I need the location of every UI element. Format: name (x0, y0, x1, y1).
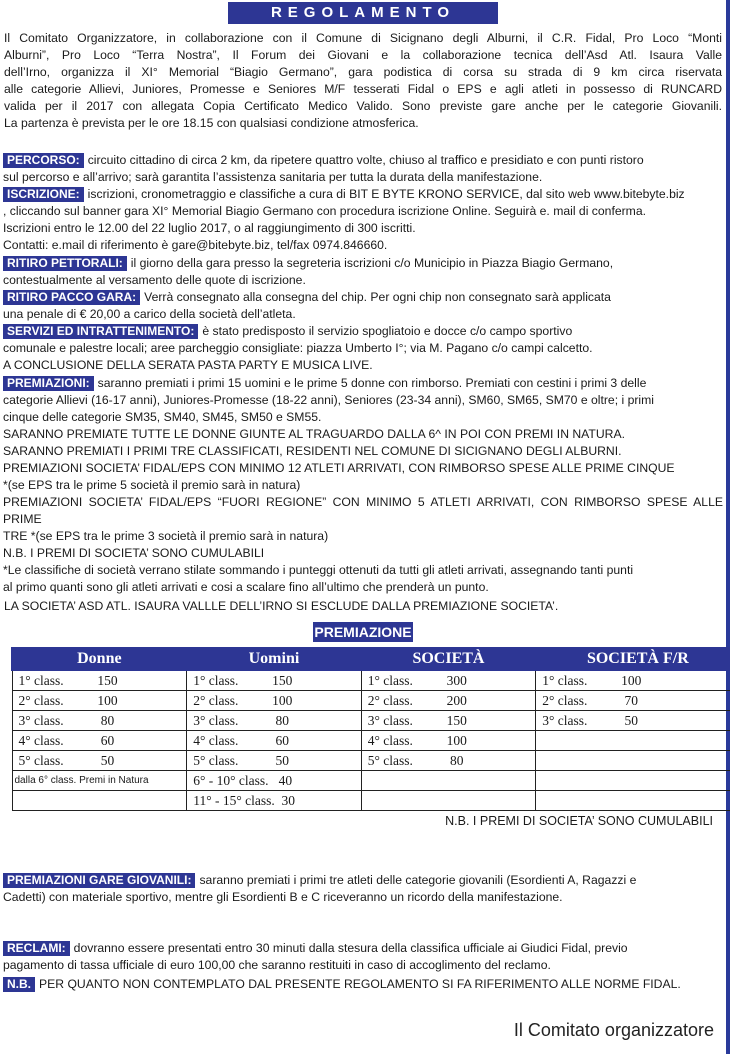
prize-table-row (12, 670, 730, 691)
ritiro-pacco-section (3, 289, 723, 323)
prize-cell: 3° class. 150 (361, 711, 535, 731)
prize-cell: 1° class. 100 (536, 670, 730, 691)
ritiro-pettorali-label: RITIRO PETTORALI: (3, 256, 127, 271)
premiazioni-text: categorie Allievi (16-17 anni), Juniores-Promesse (18-22 anni), Seniores (23-34 anni), SM60, SM65, SM70 e oltre; i primi (3, 393, 654, 407)
prize-cell: 5° class. 50 (12, 751, 187, 771)
premiazione-heading: PREMIAZIONE (314, 624, 412, 640)
prize-cell (361, 791, 535, 811)
nb-section (3, 976, 723, 993)
premiazioni-section (3, 375, 723, 596)
giovanili-label: PREMIAZIONI GARE GIOVANILI: (3, 873, 195, 888)
prize-cell (12, 791, 187, 811)
header-donne: Donne (12, 648, 187, 670)
ritiro-pacco-text: una penale di € 20,00 a carico della società dell’atleta. (3, 307, 296, 321)
title-banner: REGOLAMENTO (228, 2, 498, 24)
servizi-text: A CONCLUSIONE DELLA SERATA PASTA PARTY E MUSICA LIVE. (3, 358, 373, 372)
ritiro-pettorali-text: contestualmente al versamento delle quote di iscrizione. (3, 273, 306, 287)
iscrizione-text: , cliccando sul banner gara XI° Memorial Biagio Germano con procedura iscrizione Online. Seguirà e. mail di conferma. (3, 204, 646, 218)
prize-cell: dalla 6° class. Premi in Natura (12, 771, 187, 791)
esclusione-note: LA SOCIETA’ ASD ATL. ISAURA VALLLE DELL’IRNO SI ESCLUDE DALLA PREMIAZIONE SOCIETA’. (4, 599, 559, 613)
prize-cell: 2° class. 100 (12, 691, 187, 711)
prize-cell: 6° - 10° class. 40 (187, 771, 362, 791)
giovanili-section (3, 872, 723, 906)
prize-table-row (12, 751, 730, 771)
giovanili-text: Cadetti) con materiale sportivo, mentre gli Esordienti B e C riceveranno un ricordo della manifestazione. (3, 890, 563, 904)
prize-cell: 3° class. 50 (536, 711, 730, 731)
premiazioni-text: *Le classifiche di società verrano stilate sommando i punteggi ottenuti da tutti gli atleti arrivati, assegnando tanti punti (3, 563, 634, 577)
reclami-label: RECLAMI: (3, 941, 70, 956)
prize-cell: 3° class. 80 (187, 711, 362, 731)
prize-cell: 4° class. 60 (187, 731, 362, 751)
prize-table-header (12, 648, 730, 670)
prize-table (11, 647, 730, 811)
iscrizione-text: Iscrizioni entro le 12.00 del 22 luglio 2017, o al raggiungimento di 300 iscritti. (3, 221, 416, 235)
prize-cell: 4° class. 100 (361, 731, 535, 751)
header-societa-fr: SOCIETÀ F/R (536, 648, 730, 670)
prize-table-row (12, 791, 730, 811)
intro-line: Il Comitato Organizzatore, in collaborazione con il Comune di Sicignano degli Alburni, il C.R. Fidal, Pro Loco “Monti (4, 31, 722, 45)
cumulabili-note: N.B. I PREMI DI SOCIETA’ SONO CUMULABILI (445, 814, 713, 828)
premiazioni-text: *(se EPS tra le prime 5 società il premio sarà in natura) (3, 478, 301, 492)
intro-line: Alburni”, Pro Loco “Terra Nostra”, Il Forum dei Giovani e la collaborazione tecnica dell’Asd Atl. Isaura Valle (4, 48, 722, 62)
intro-line: dell’Irno, organizza il XI° Memorial “Biagio Germano”, gara podistica di corsa su strada di 9 km circa riservata (4, 65, 722, 79)
premiazioni-text: PREMIAZIONI SOCIETA’ FIDAL/EPS “FUORI REGIONE” CON MINIMO 5 ATLETI ARRIVATI, CON RIMBORSO SPESE ALLE PRIME (3, 495, 723, 526)
right-border-line (726, 0, 730, 1054)
ritiro-pacco-text: Verrà consegnato alla consegna del chip. Per ogni chip non consegnato sarà applicata (144, 290, 611, 304)
prize-table-row (12, 731, 730, 751)
percorso-section (3, 152, 723, 186)
prize-cell (536, 771, 730, 791)
signature: Il Comitato organizzatore (513, 1020, 714, 1040)
percorso-label: PERCORSO: (3, 153, 84, 168)
reclami-section (3, 940, 723, 974)
prize-cell (536, 731, 730, 751)
prize-cell: 3° class. 80 (12, 711, 187, 731)
prize-cell: 2° class. 70 (536, 691, 730, 711)
prize-cell: 11° - 15° class. 30 (187, 791, 362, 811)
prize-cell (536, 791, 730, 811)
servizi-section (3, 323, 723, 374)
reclami-text: pagamento di tassa ufficiale di euro 100,00 che saranno restituiti in caso di accoglimento del reclamo. (3, 958, 551, 972)
iscrizione-section (3, 186, 723, 254)
prize-cell (361, 771, 535, 791)
intro-line: La partenza è prevista per le ore 18.15 con qualsiasi condizione atmosferica. (4, 116, 419, 130)
intro-line: alle categorie Allievi, Juniores, Promesse e Seniores M/F tesserati Fidal o EPS e agli atleti in possesso di RUNCARD (4, 82, 722, 96)
prize-cell: 2° class. 200 (361, 691, 535, 711)
prize-cell: 2° class. 100 (187, 691, 362, 711)
prize-table-row (12, 771, 730, 791)
premiazioni-text: cinque delle categorie SM35, SM40, SM45, SM50 e SM55. (3, 410, 322, 424)
ritiro-pettorali-text: il giorno della gara presso la segreteria iscrizioni c/o Municipio in Piazza Biagio Germano, (130, 256, 614, 270)
prize-cell: 1° class. 300 (361, 670, 535, 691)
ritiro-pacco-label: RITIRO PACCO GARA: (3, 290, 140, 305)
premiazioni-text: al primo quanti sono gli atleti arrivati e cosi a scalare fino all’ultimo che prenderà un punto. (3, 580, 489, 594)
iscrizione-label: ISCRIZIONE: (3, 187, 84, 202)
header-uomini: Uomini (187, 648, 362, 670)
prize-cell (536, 751, 730, 771)
ritiro-pettorali-section (3, 255, 723, 289)
servizi-label: SERVIZI ED INTRATTENIMENTO: (3, 324, 198, 339)
premiazioni-text: TRE *(se EPS tra le prime 3 società il premio sarà in natura) (3, 529, 329, 543)
iscrizione-text: iscrizioni, cronometraggio e classifiche a cura di BIT E BYTE KRONO SERVICE, dal sito web www.bitebyte.biz (87, 187, 685, 201)
prize-cell: 1° class. 150 (187, 670, 362, 691)
prize-cell: 5° class. 50 (187, 751, 362, 771)
servizi-text: comunale e palestre locali; aree parcheggio consigliate: piazza Umberto I°; via M. Pagano c/o campi calcetto. (3, 341, 593, 355)
nb-text: PER QUANTO NON CONTEMPLATO DAL PRESENTE REGOLAMENTO SI FA RIFERIMENTO ALLE NORME FIDAL. (39, 977, 681, 991)
premiazioni-text: SARANNO PREMIATI I PRIMI TRE CLASSIFICATI, RESIDENTI NEL COMUNE DI SICIGNANO DEGLI ALBURNI. (3, 444, 622, 458)
intro-line: valida per il 2017 con allegata Copia Certificato Medico Valido. Sono previste gare anche per le categorie Giovanili. (4, 99, 722, 113)
giovanili-text: saranno premiati i primi tre atleti delle categorie giovanili (Esordienti A, Ragazzi e (199, 873, 637, 887)
percorso-text: circuito cittadino di circa 2 km, da ripetere quattro volte, chiuso al traffico e presidiato e con punti ristoro (87, 153, 644, 167)
premiazioni-text: N.B. I PREMI DI SOCIETA’ SONO CUMULABILI (3, 546, 265, 560)
prize-table-row (12, 691, 730, 711)
prize-cell: 4° class. 60 (12, 731, 187, 751)
premiazioni-label: PREMIAZIONI: (3, 376, 94, 391)
iscrizione-text: Contatti: e.mail di riferimento è gare@bitebyte.biz, tel/fax 0974.846660. (3, 238, 388, 252)
prize-cell: 1° class. 150 (12, 670, 187, 691)
premiazioni-text: PREMIAZIONI SOCIETA’ FIDAL/EPS CON MINIMO 12 ATLETI ARRIVATI, CON RIMBORSO SPESE ALLE PRIME CINQUE (3, 461, 675, 475)
reclami-text: dovranno essere presentati entro 30 minuti dalla stesura della classifica ufficiale ai Giudici Fidal, previo (73, 941, 628, 955)
percorso-text: sul percorso e all’arrivo; sarà garantita l’assistenza sanitaria per tutta la durata della manifestazione. (3, 170, 543, 184)
nb-label: N.B. (3, 977, 35, 992)
premiazioni-text: saranno premiati i primi 15 uomini e le prime 5 donne con rimborso. Premiati con cestini i primi 3 delle (97, 376, 647, 390)
premiazioni-text: SARANNO PREMIATE TUTTE LE DONNE GIUNTE AL TRAGUARDO DALLA 6^ IN POI CON PREMI IN NATURA. (3, 427, 625, 441)
prize-cell: 5° class. 80 (361, 751, 535, 771)
prize-table-row (12, 711, 730, 731)
servizi-text: è stato predisposto il servizio spogliatoio e docce c/o campo sportivo (202, 324, 573, 338)
header-societa: SOCIETÀ (361, 648, 535, 670)
